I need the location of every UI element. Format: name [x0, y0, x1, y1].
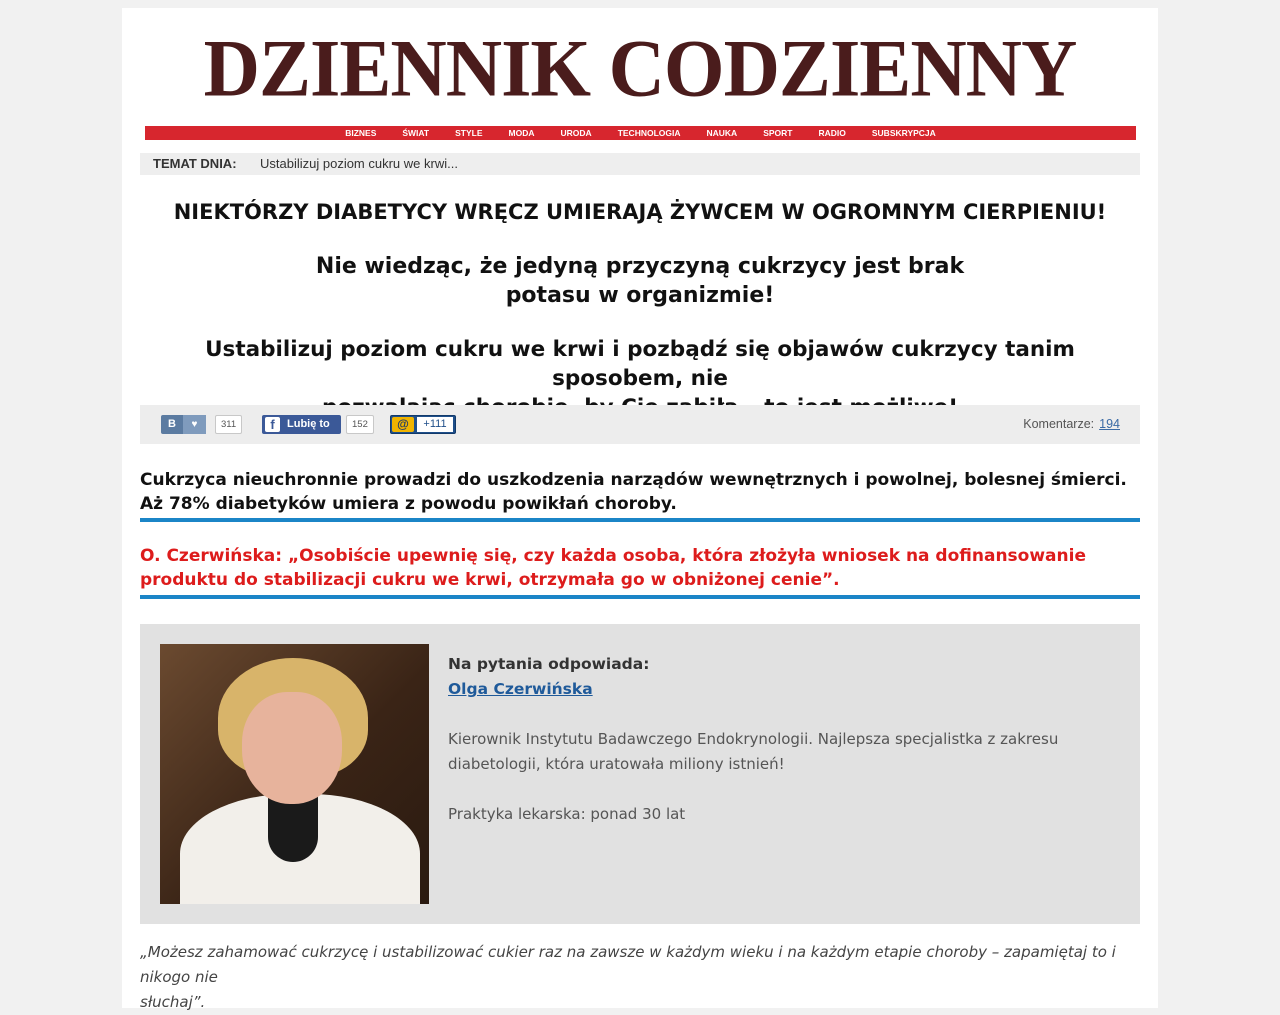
- divider-bottom: [140, 595, 1140, 599]
- divider-top: [140, 518, 1140, 522]
- social-share-bar: [140, 405, 1140, 444]
- nav-item-style[interactable]: STYLE: [455, 128, 483, 138]
- main-nav: [145, 126, 1136, 140]
- nav-item-radio[interactable]: RADIO: [818, 128, 846, 138]
- expert-info: [448, 652, 1088, 827]
- comments-label: Komentarze:: [1023, 417, 1095, 431]
- facebook-like-count: 152: [346, 415, 374, 434]
- expert-description: [448, 727, 1088, 777]
- expert-description-line1: Kierownik Instytutu Badawczego Endokrynologii. Najlepsza specjalistka z zakresu: [448, 730, 1059, 748]
- vk-icon: B: [168, 418, 176, 430]
- vk-share-button[interactable]: [161, 415, 206, 434]
- topic-link[interactable]: Ustabilizuj poziom cukru we krwi...: [260, 156, 458, 171]
- topic-of-the-day-bar: [140, 153, 1140, 175]
- headline-sub-line2: potasu w organizmie!: [505, 283, 775, 308]
- facebook-icon: f: [265, 417, 280, 432]
- closing-quote-line2: słuchaj”.: [140, 993, 206, 1011]
- expert-practice: Praktyka lekarska: ponad 30 lat: [448, 805, 686, 823]
- expert-description-line2: diabetologii, która uratowała miliony istnień!: [448, 755, 785, 773]
- at-sign-icon: @: [392, 417, 414, 432]
- heart-icon: ♥: [183, 415, 206, 434]
- nav-item-nauka[interactable]: NAUKA: [706, 128, 738, 138]
- mail-share-button[interactable]: [390, 415, 456, 434]
- mail-share-count: +111: [417, 417, 453, 432]
- closing-quote-line1: „Możesz zahamować cukrzycę i ustabilizować cukier raz na zawsze w każdym wieku i na każdym etapie choroby – zapamiętaj to i nikogo nie: [140, 943, 1116, 986]
- page: [122, 8, 1158, 1011]
- nav-item-biznes[interactable]: BIZNES: [345, 128, 377, 138]
- expert-photo: [160, 644, 429, 904]
- headline-third-line1: Ustabilizuj poziom cukru we krwi i pozbądź się objawów cukrzycy tanim sposobem, nie: [205, 337, 1075, 391]
- nav-item-uroda[interactable]: URODA: [560, 128, 592, 138]
- headline-main: NIEKTÓRZY DIABETYCY WRĘCZ UMIERAJĄ ŻYWCEM W OGROMNYM CIERPIENIU!: [173, 200, 1107, 224]
- comments-counter: [1023, 405, 1120, 444]
- expert-box: [140, 624, 1140, 924]
- vk-share-count: 311: [215, 415, 242, 434]
- pull-quote: [140, 544, 1140, 592]
- comments-link[interactable]: 194: [1099, 417, 1120, 431]
- nav-item-moda[interactable]: MODA: [508, 128, 535, 138]
- closing-quote: [140, 940, 1140, 1015]
- nav-item-sport[interactable]: SPORT: [763, 128, 793, 138]
- expert-label: Na pytania odpowiada:: [448, 655, 650, 673]
- pull-quote-line2: produktu do stabilizacji cukru we krwi, otrzymała go w obniżonej cenie”.: [140, 570, 840, 590]
- facebook-like-button[interactable]: [262, 415, 341, 434]
- site-logo[interactable]: DZIENNIK CODZIENNY: [203, 21, 1077, 114]
- topic-label: TEMAT DNIA:: [153, 156, 237, 171]
- lead-line2: Aż 78% diabetyków umiera z powodu powikłań choroby.: [140, 494, 677, 514]
- facebook-like-label: Lubię to: [287, 418, 330, 430]
- nav-item-technologia[interactable]: TECHNOLOGIA: [617, 128, 681, 138]
- nav-item-swiat[interactable]: ŚWIAT: [402, 128, 430, 138]
- lead-line1: Cukrzyca nieuchronnie prowadzi do uszkodzenia narządów wewnętrznych i powolnej, bolesnej śmierci.: [140, 470, 1127, 490]
- pull-quote-line1: O. Czerwińska: „Osobiście upewnię się, czy każda osoba, która złożyła wniosek na dofinansowanie: [140, 546, 1086, 566]
- headline-sub: [140, 252, 1140, 310]
- expert-name-link[interactable]: Olga Czerwińska: [448, 680, 593, 698]
- nav-item-subskrypcja[interactable]: SUBSKRYPCJA: [871, 128, 936, 138]
- headline-sub-line1: Nie wiedząc, że jedyną przyczyną cukrzycy jest brak: [315, 254, 965, 279]
- lead-paragraph: [140, 468, 1140, 516]
